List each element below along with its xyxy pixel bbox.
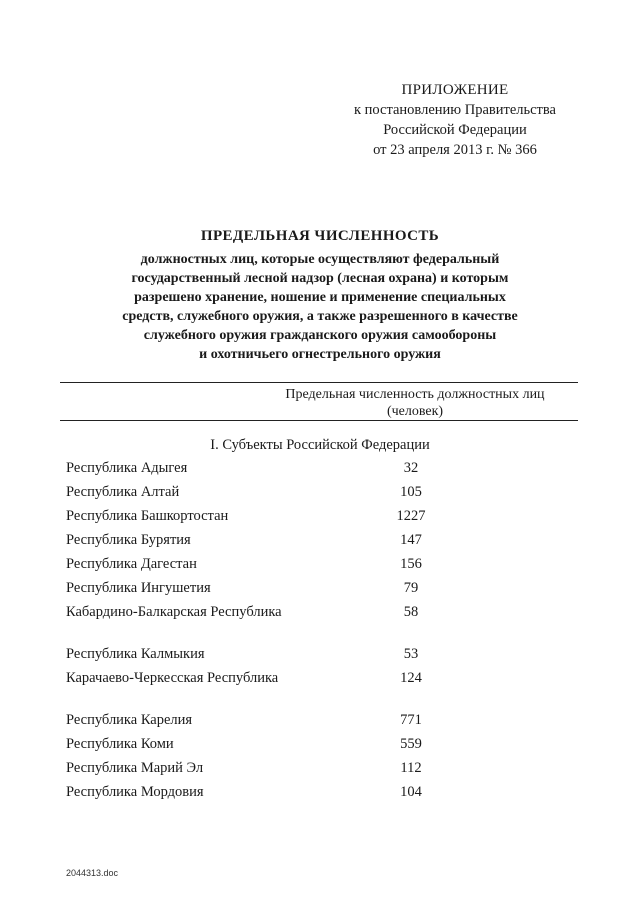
region-value: 124	[400, 670, 422, 686]
appendix-line-3: от 23 апреля 2013 г. № 366	[373, 142, 537, 158]
region-name: Республика Алтай	[66, 484, 180, 500]
region-name: Республика Ингушетия	[66, 580, 211, 596]
column-header-line-1: Предельная численность должностных лиц	[285, 387, 545, 402]
subtitle-line: разрешено хранение, ношение и применение специальных	[134, 290, 506, 305]
region-value: 79	[403, 580, 419, 596]
region-value: 105	[400, 484, 422, 500]
region-name: Республика Марий Эл	[66, 760, 204, 776]
column-header-line-2: (человек)	[386, 404, 444, 419]
region-value: 156	[400, 556, 422, 572]
subtitle-line: средств, служебного оружия, а также разрешенного в качестве	[122, 309, 518, 324]
region-name: Республика Коми	[66, 736, 174, 752]
region-name: Республика Бурятия	[66, 532, 191, 548]
region-name: Республика Мордовия	[66, 784, 204, 800]
appendix-block	[330, 80, 580, 160]
appendix-heading: ПРИЛОЖЕНИЕ	[401, 82, 509, 98]
appendix-line-2: Российской Федерации	[383, 122, 527, 138]
region-value: 53	[403, 646, 419, 662]
region-value: 112	[400, 760, 422, 776]
document-title: ПРЕДЕЛЬНАЯ ЧИСЛЕННОСТЬ	[200, 228, 440, 244]
region-value: 771	[400, 712, 422, 728]
subtitle-line: государственный лесной надзор (лесная охрана) и которым	[131, 271, 509, 286]
section-title: I. Субъекты Российской Федерации	[210, 437, 430, 453]
region-value: 58	[403, 604, 419, 620]
table-header-rule	[60, 420, 578, 421]
region-value: 1227	[396, 508, 426, 524]
region-name: Карачаево-Черкесская Республика	[66, 670, 279, 686]
table-column-header	[265, 386, 565, 420]
region-value: 559	[400, 736, 422, 752]
table-top-rule	[60, 382, 578, 383]
subtitle-line: должностных лиц, которые осуществляют федеральный	[140, 252, 500, 267]
region-name: Кабардино-Балкарская Республика	[66, 604, 282, 620]
subtitle-line: служебного оружия гражданского оружия самообороны	[143, 328, 497, 343]
document-code: 2044313.doc	[66, 868, 119, 878]
appendix-line-1: к постановлению Правительства	[354, 102, 556, 118]
region-name: Республика Дагестан	[66, 556, 197, 572]
region-value: 147	[400, 532, 422, 548]
region-name: Республика Карелия	[66, 712, 193, 728]
region-value: 32	[403, 460, 419, 476]
region-value: 104	[400, 784, 422, 800]
subtitle-line: и охотничьего огнестрельного оружия	[199, 347, 441, 362]
region-name: Республика Адыгея	[66, 460, 188, 476]
region-name: Республика Калмыкия	[66, 646, 205, 662]
region-name: Республика Башкортостан	[66, 508, 229, 524]
document-subtitle	[90, 250, 550, 364]
